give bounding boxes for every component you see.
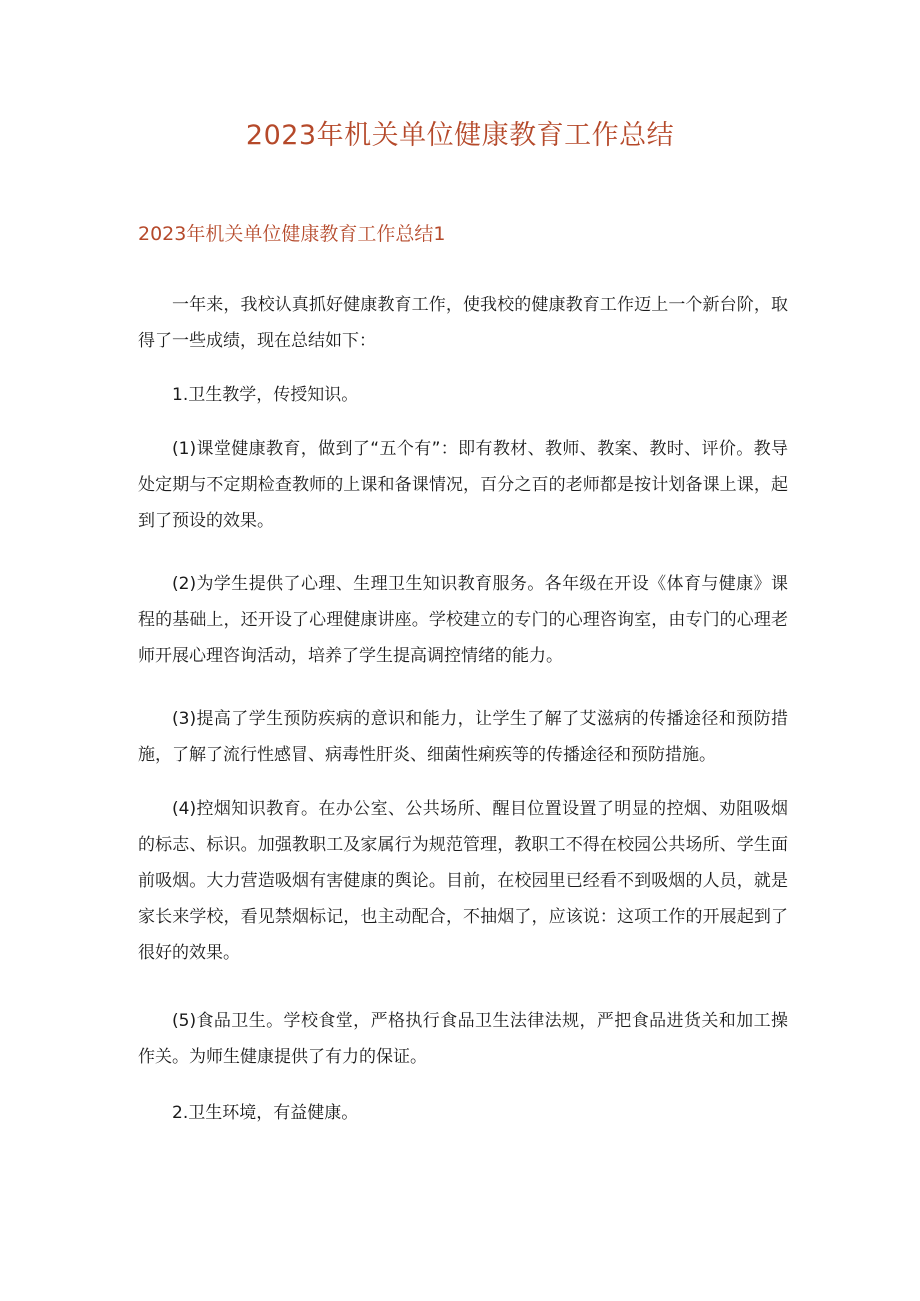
document-title: 2023年机关单位健康教育工作总结: [245, 120, 675, 151]
paragraph-subitem-4: (4)控烟知识教育。在办公室、公共场所、醒目位置设置了明显的控烟、劝阻吸烟的标志、标识。加强教职工及家属行为规范管理，教职工不得在校园公共场所、学生面前吸烟。大力营造吸烟有害健康的舆论。目前，在校园里已经看不到吸烟的人员，就是家长来学校，看见禁烟标记，也主动配合，不抽烟了，应该说：这项工作的开展起到了很好的效果。: [138, 799, 788, 963]
paragraph-subitem-3: (3)提高了学生预防疾病的意识和能力，让学生了解了艾滋病的传播途径和预防措施，了解了流行性感冒、病毒性肝炎、细菌性痢疾等的传播途径和预防措施。: [138, 709, 788, 765]
paragraph-intro: 一年来，我校认真抓好健康教育工作，使我校的健康教育工作迈上一个新台阶，取得了一些成绩，现在总结如下：: [138, 295, 788, 351]
paragraph-subitem-1: (1)课堂健康教育，做到了“五个有”：即有教材、教师、教案、教时、评价。教导处定期与不定期检查教师的上课和备课情况，百分之百的老师都是按计划备课上课，起到了预设的效果。: [138, 439, 788, 531]
paragraph-subitem-5: (5)食品卫生。学校食堂，严格执行食品卫生法律法规，严把食品进货关和加工操作关。为师生健康提供了有力的保证。: [138, 1011, 788, 1067]
paragraph-item-1: 1.卫生教学，传授知识。: [172, 385, 359, 405]
paragraph-item-2: 2.卫生环境，有益健康。: [172, 1103, 359, 1123]
section-heading: 2023年机关单位健康教育工作总结1: [138, 223, 446, 245]
paragraph-subitem-2: (2)为学生提供了心理、生理卫生知识教育服务。各年级在开设《体育与健康》课程的基础上，还开设了心理健康讲座。学校建立的专门的心理咨询室，由专门的心理老师开展心理咨询活动，培养了学生提高调控情绪的能力。: [138, 574, 788, 666]
